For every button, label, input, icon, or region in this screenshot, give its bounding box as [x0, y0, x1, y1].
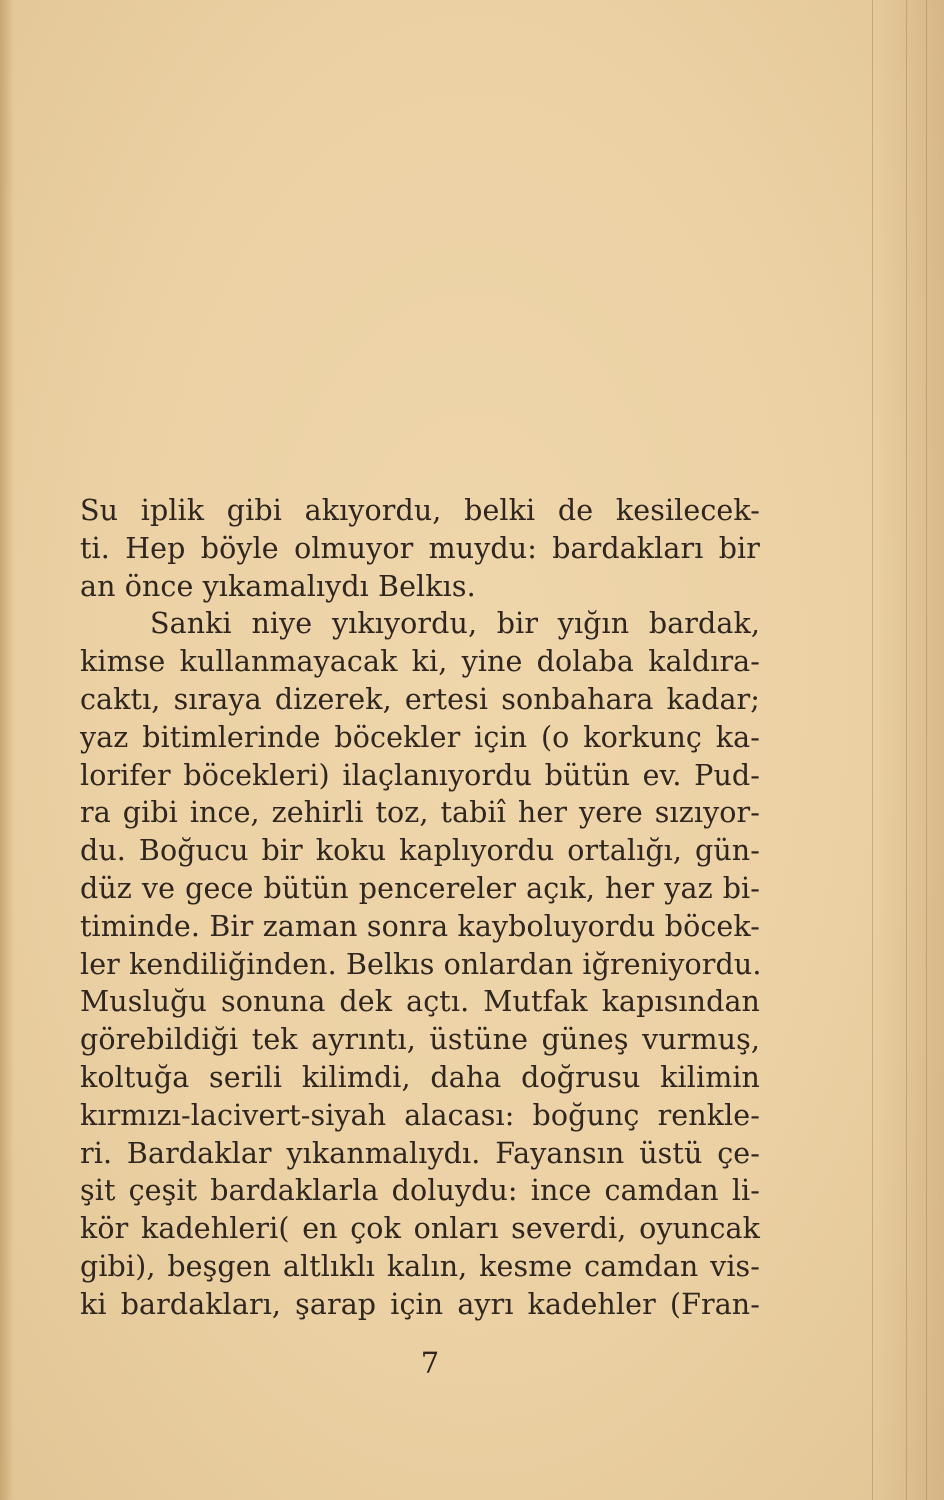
text-line: Musluğu sonuna dek açtı. Mutfak kapısından	[80, 985, 760, 1019]
text-line: ra gibi ince, zehirli toz, tabiî her yere sızıyor-	[80, 796, 760, 830]
text-line: lorifer böcekleri) ilaçlanıyordu bütün ev. Pud-	[80, 758, 760, 792]
text-line: şit çeşit bardaklarla doluydu: ince camdan li-	[80, 1174, 760, 1208]
page-edge-line	[926, 0, 927, 1500]
page-edge-line	[906, 0, 907, 1500]
page-number: 7	[420, 1346, 440, 1380]
text-line: ti. Hep böyle olmuyor muydu: bardakları bir	[80, 531, 760, 565]
text-line: görebildiği tek ayrıntı, üstüne güneş vurmuş,	[80, 1023, 760, 1057]
text-line: ri. Bardaklar yıkanmalıydı. Fayansın üstü çe-	[80, 1136, 760, 1170]
body-text	[80, 492, 760, 1324]
text-line: koltuğa serili kilimdi, daha doğrusu kilimin	[80, 1060, 760, 1094]
text-line: du. Boğucu bir koku kaplıyordu ortalığı, gün-	[80, 834, 760, 868]
text-line: düz ve gece bütün pencereler açık, her yaz bi-	[80, 871, 760, 905]
text-line: yaz bitimlerinde böcekler için (o korkunç ka-	[80, 720, 760, 754]
text-line: an önce yıkamalıydı Belkıs.	[80, 569, 476, 603]
text-line: ler kendiliğinden. Belkıs onlardan iğreniyordu.	[80, 947, 762, 981]
text-line: timinde. Bir zaman sonra kayboluyordu böcek-	[80, 909, 760, 943]
page-edge-shadow	[874, 0, 944, 1500]
text-line: kimse kullanmayacak ki, yine dolaba kaldıra-	[80, 645, 760, 679]
spine-shadow	[0, 0, 14, 1500]
text-line: kırmızı-lacivert-siyah alacası: boğunç renkle-	[80, 1098, 760, 1132]
text-line: caktı, sıraya dizerek, ertesi sonbahara kadar;	[80, 682, 760, 716]
text-line: Sanki niye yıkıyordu, bir yığın bardak,	[150, 607, 760, 641]
text-line: kör kadehleri( en çok onları severdi, oyuncak	[80, 1212, 760, 1246]
text-line: Su iplik gibi akıyordu, belki de kesilecek-	[80, 494, 760, 527]
text-line: ki bardakları, şarap için ayrı kadehler (Fran-	[80, 1287, 760, 1321]
text-line: gibi), beşgen altlıklı kalın, kesme camdan vis-	[80, 1249, 760, 1283]
page-edge-line	[872, 0, 873, 1500]
